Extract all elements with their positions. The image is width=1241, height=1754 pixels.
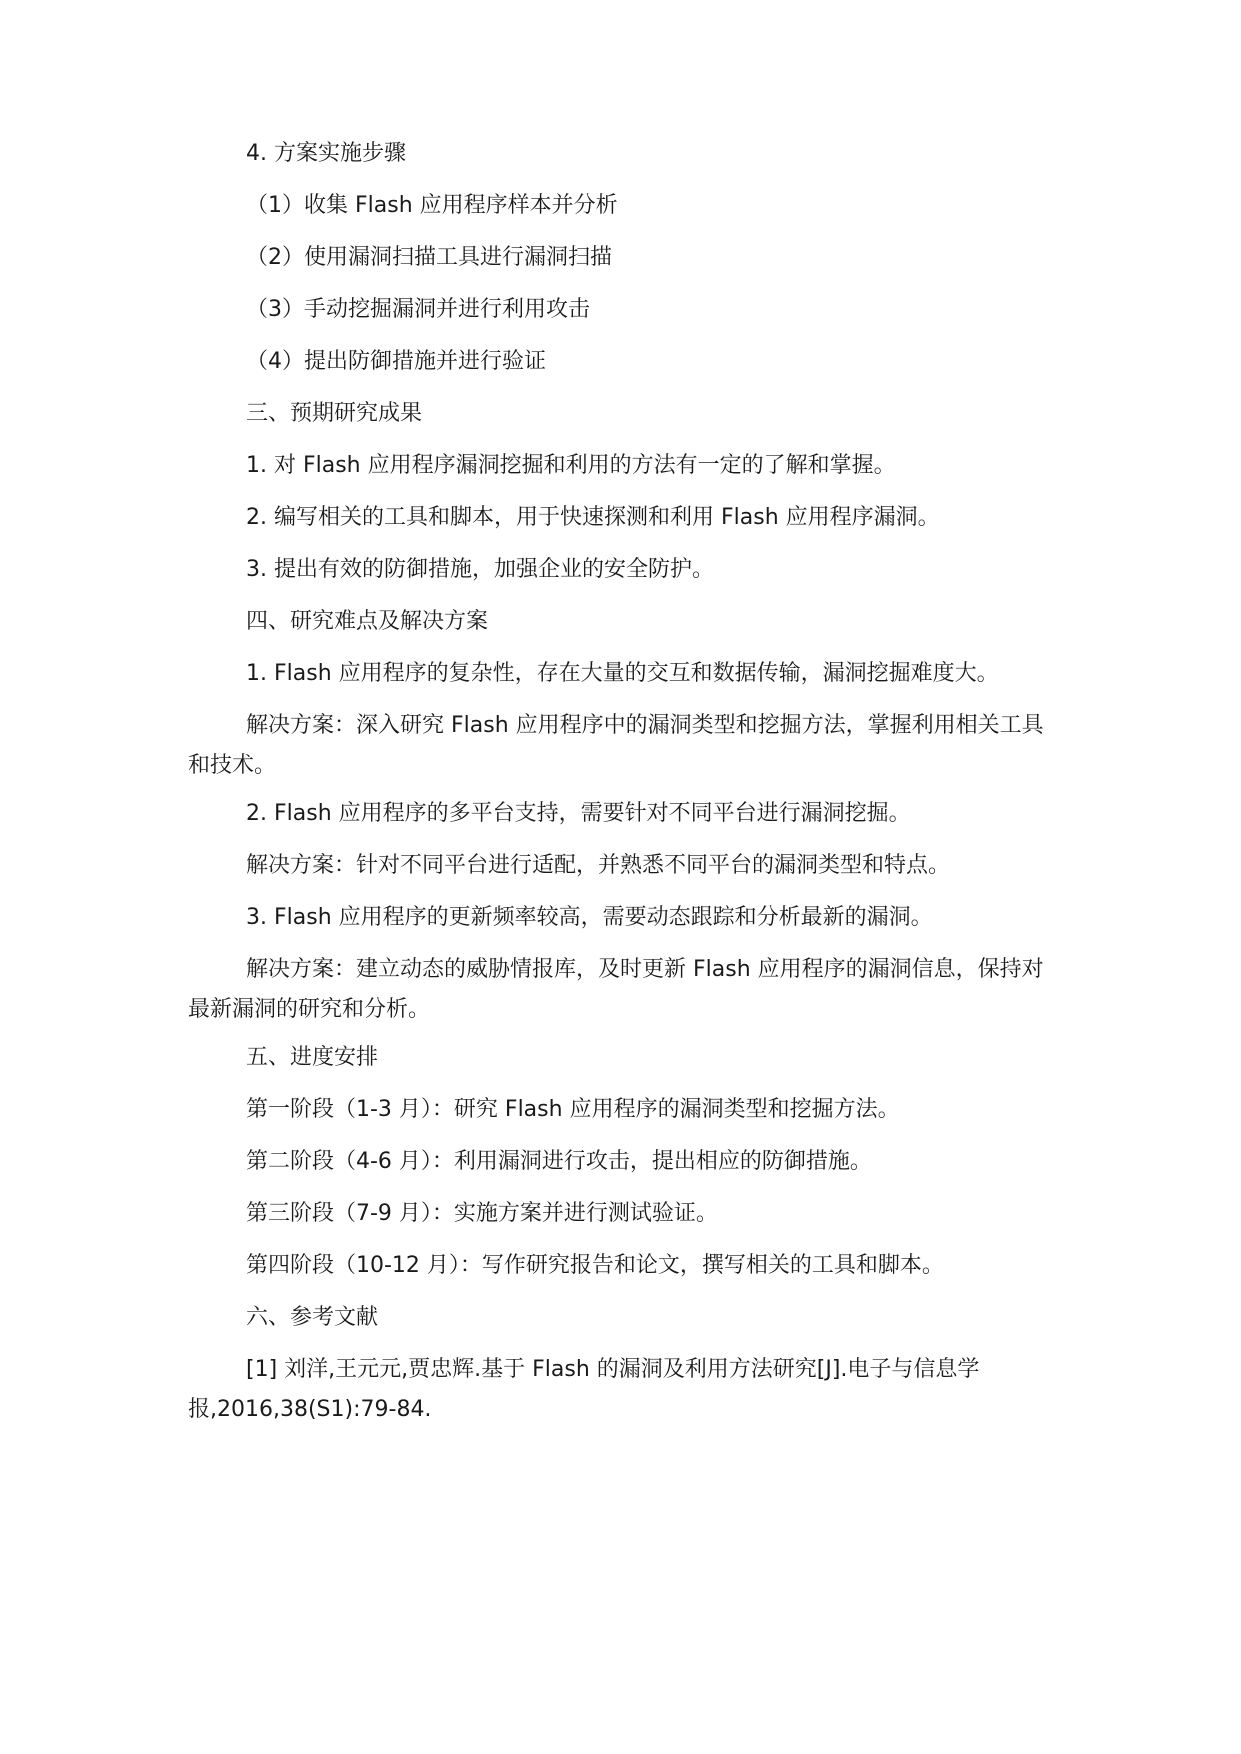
outcome-3: 3. 提出有效的防御措施，加强企业的安全防护。 bbox=[246, 557, 714, 582]
step-heading: 4. 方案实施步骤 bbox=[246, 141, 406, 166]
reference-1: [1] 刘洋,王元元,贾忠辉.基于 Flash 的漏洞及利用方法研究[J].电子与信息学报,2016,38(S1):79-84. bbox=[188, 1357, 980, 1422]
section-heading-6: 六、参考文献 bbox=[246, 1305, 379, 1330]
section-heading-4: 四、研究难点及解决方案 bbox=[246, 609, 489, 634]
section-heading-5: 五、进度安排 bbox=[246, 1045, 379, 1070]
step-2: （2）使用漏洞扫描工具进行漏洞扫描 bbox=[246, 245, 612, 270]
step-4: （4）提出防御措施并进行验证 bbox=[246, 349, 546, 374]
phase-1: 第一阶段（1-3 月）：研究 Flash 应用程序的漏洞类型和挖掘方法。 bbox=[246, 1097, 900, 1122]
solution-2: 解决方案：针对不同平台进行适配，并熟悉不同平台的漏洞类型和特点。 bbox=[246, 853, 951, 878]
difficulty-1: 1. Flash 应用程序的复杂性，存在大量的交互和数据传输，漏洞挖掘难度大。 bbox=[246, 661, 999, 686]
phase-4: 第四阶段（10-12 月）：写作研究报告和论文，撰写相关的工具和脚本。 bbox=[246, 1253, 944, 1278]
solution-1: 解决方案：深入研究 Flash 应用程序中的漏洞类型和挖掘方法，掌握利用相关工具和技术。 bbox=[188, 713, 1044, 778]
step-3: （3）手动挖掘漏洞并进行利用攻击 bbox=[246, 297, 590, 322]
step-1: （1）收集 Flash 应用程序样本并分析 bbox=[246, 193, 618, 218]
phase-2: 第二阶段（4-6 月）：利用漏洞进行攻击，提出相应的防御措施。 bbox=[246, 1149, 872, 1174]
difficulty-3: 3. Flash 应用程序的更新频率较高，需要动态跟踪和分析最新的漏洞。 bbox=[246, 905, 933, 930]
section-heading-3: 三、预期研究成果 bbox=[246, 401, 423, 426]
difficulty-2: 2. Flash 应用程序的多平台支持，需要针对不同平台进行漏洞挖掘。 bbox=[246, 801, 911, 826]
outcome-1: 1. 对 Flash 应用程序漏洞挖掘和利用的方法有一定的了解和掌握。 bbox=[246, 453, 896, 478]
phase-3: 第三阶段（7-9 月）：实施方案并进行测试验证。 bbox=[246, 1201, 718, 1226]
solution-3: 解决方案：建立动态的威胁情报库，及时更新 Flash 应用程序的漏洞信息，保持对最新漏洞的研究和分析。 bbox=[188, 957, 1044, 1022]
outcome-2: 2. 编写相关的工具和脚本，用于快速探测和利用 Flash 应用程序漏洞。 bbox=[246, 505, 940, 530]
